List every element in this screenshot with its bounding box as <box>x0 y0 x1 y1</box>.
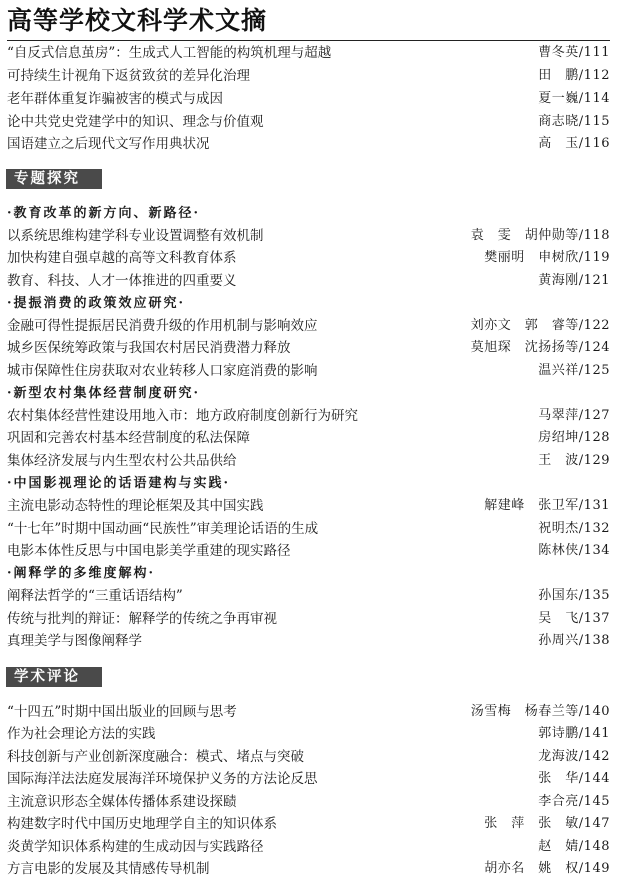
toc-entry[interactable] <box>7 315 610 337</box>
toc-entry[interactable] <box>7 111 610 133</box>
title-divider <box>7 40 610 41</box>
article-title: 真理美学与图像阐释学 <box>7 633 142 649</box>
article-author-page: 汤雪梅 杨春兰等/140 <box>470 704 610 719</box>
article-title: 巩固和完善农村基本经营制度的私法保障 <box>7 430 250 446</box>
article-title: 国语建立之后现代文写作用典状况 <box>7 136 210 152</box>
article-title: 城市保障性住房获取对农业转移人口家庭消费的影响 <box>7 363 318 379</box>
article-title: 以系统思维构建学科专业设置调整有效机制 <box>7 228 264 244</box>
toc-entry[interactable] <box>7 247 610 269</box>
article-author-page: 吴 飞/137 <box>538 611 610 626</box>
topic-subhead: ·新型农村集体经营制度研究· <box>7 386 201 401</box>
toc-entry[interactable] <box>7 88 610 110</box>
toc-entry[interactable] <box>7 270 610 292</box>
toc-entry[interactable] <box>7 585 610 607</box>
article-title: 构建数字时代中国历史地理学自主的知识体系 <box>7 816 277 832</box>
article-title: 主流意识形态全媒体传播体系建设探赜 <box>7 794 237 810</box>
toc-entry[interactable] <box>7 836 610 858</box>
article-author-page: 曹冬英/111 <box>538 45 610 60</box>
article-author-page: 商志晓/115 <box>538 114 610 129</box>
article-title: 电影本体性反思与中国电影美学重建的现实路径 <box>7 543 291 559</box>
article-author-page: 马翠萍/127 <box>538 408 610 423</box>
toc-entry[interactable] <box>7 858 610 880</box>
article-author-page: 解建峰 张卫军/131 <box>484 498 610 513</box>
article-author-page: 夏一巍/114 <box>538 91 610 106</box>
article-title: “十四五”时期中国出版业的回顾与思考 <box>7 704 237 720</box>
article-author-page: 刘亦文 郭 睿等/122 <box>470 318 610 333</box>
article-title: 论中共党史党建学中的知识、理念与价值观 <box>7 114 264 130</box>
article-title: 国际海洋法法庭发展海洋环境保护义务的方法论反思 <box>7 771 318 787</box>
toc-entry[interactable] <box>7 65 610 87</box>
toc-entry[interactable] <box>7 42 610 64</box>
toc-entry[interactable] <box>7 427 610 449</box>
article-author-page: 袁 雯 胡仲勋等/118 <box>470 228 610 243</box>
article-title: 加快构建自强卓越的高等文科教育体系 <box>7 250 237 266</box>
topic-subhead: ·阐释学的多维度解构· <box>7 566 156 581</box>
article-title: 炎黄学知识体系构建的生成动因与实践路径 <box>7 839 264 855</box>
article-title: 传统与批判的辩证：解释学的传统之争再审视 <box>7 611 277 627</box>
article-title: “自反式信息茧房”：生成式人工智能的构筑机理与超越 <box>7 45 332 61</box>
section-header-special: 专题探究 <box>6 169 102 189</box>
article-title: 老年群体重复诈骗被害的模式与成因 <box>7 91 223 107</box>
article-author-page: 祝明杰/132 <box>538 521 610 536</box>
article-author-page: 高 玉/116 <box>538 136 610 151</box>
article-title: 农村集体经营性建设用地入市：地方政府制度创新行为研究 <box>7 408 358 424</box>
article-title: 阐释法哲学的“三重话语结构” <box>7 588 183 604</box>
toc-entry[interactable] <box>7 405 610 427</box>
section-header-review: 学术评论 <box>6 667 102 687</box>
article-author-page: 黄海刚/121 <box>538 273 610 288</box>
article-author-page: 郭诗鹏/141 <box>538 726 610 741</box>
article-title: 作为社会理论方法的实践 <box>7 726 156 742</box>
article-title: 主流电影动态特性的理论框架及其中国实践 <box>7 498 264 514</box>
article-title: 金融可得性提振居民消费升级的作用机制与影响效应 <box>7 318 318 334</box>
topic-subhead: ·教育改革的新方向、新路径· <box>7 206 201 221</box>
toc-entry[interactable] <box>7 540 610 562</box>
article-author-page: 房绍坤/128 <box>538 430 610 445</box>
article-title: 可持续生计视角下返贫致贫的差异化治理 <box>7 68 250 84</box>
article-title: 城乡医保统筹政策与我国农村居民消费潜力释放 <box>7 340 291 356</box>
toc-entry[interactable] <box>7 518 610 540</box>
topic-subhead: ·中国影视理论的话语建构与实践· <box>7 476 231 491</box>
article-author-page: 胡亦名 姚 权/149 <box>484 861 610 876</box>
article-author-page: 龙海波/142 <box>538 749 610 764</box>
toc-entry[interactable] <box>7 225 610 247</box>
toc-entry[interactable] <box>7 133 610 155</box>
article-author-page: 赵 婧/148 <box>538 839 610 854</box>
article-title: 科技创新与产业创新深度融合：模式、堵点与突破 <box>7 749 304 765</box>
article-author-page: 孙周兴/138 <box>538 633 610 648</box>
article-title: “十七年”时期中国动画“民族性”审美理论话语的生成 <box>7 521 319 537</box>
article-title: 集体经济发展与内生型农村公共品供给 <box>7 453 237 469</box>
toc-entry[interactable] <box>7 723 610 745</box>
article-author-page: 张 萍 张 敏/147 <box>484 816 610 831</box>
toc-entry[interactable] <box>7 360 610 382</box>
article-author-page: 王 波/129 <box>538 453 610 468</box>
article-title: 教育、科技、人才一体推进的四重要义 <box>7 273 237 289</box>
article-title: 方言电影的发展及其情感传导机制 <box>7 861 210 877</box>
article-author-page: 田 鹏/112 <box>538 68 610 83</box>
article-author-page: 莫旭琛 沈扬扬等/124 <box>470 340 610 355</box>
article-author-page: 陈林侠/134 <box>538 543 610 558</box>
article-author-page: 李合亮/145 <box>538 794 610 809</box>
topic-subhead: ·提振消费的政策效应研究· <box>7 296 186 311</box>
toc-entry[interactable] <box>7 630 610 652</box>
article-author-page: 樊丽明 申树欣/119 <box>484 250 610 265</box>
toc-entry[interactable] <box>7 746 610 768</box>
toc-entry[interactable] <box>7 768 610 790</box>
journal-title: 高等学校文科学术文摘 <box>7 6 268 35</box>
toc-entry[interactable] <box>7 337 610 359</box>
toc-entry[interactable] <box>7 608 610 630</box>
toc-entry[interactable] <box>7 495 610 517</box>
toc-entry[interactable] <box>7 450 610 472</box>
toc-entry[interactable] <box>7 813 610 835</box>
toc-entry[interactable] <box>7 701 610 723</box>
toc-entry[interactable] <box>7 791 610 813</box>
article-author-page: 张 华/144 <box>538 771 610 786</box>
article-author-page: 孙国东/135 <box>538 588 610 603</box>
article-author-page: 温兴祥/125 <box>538 363 610 378</box>
